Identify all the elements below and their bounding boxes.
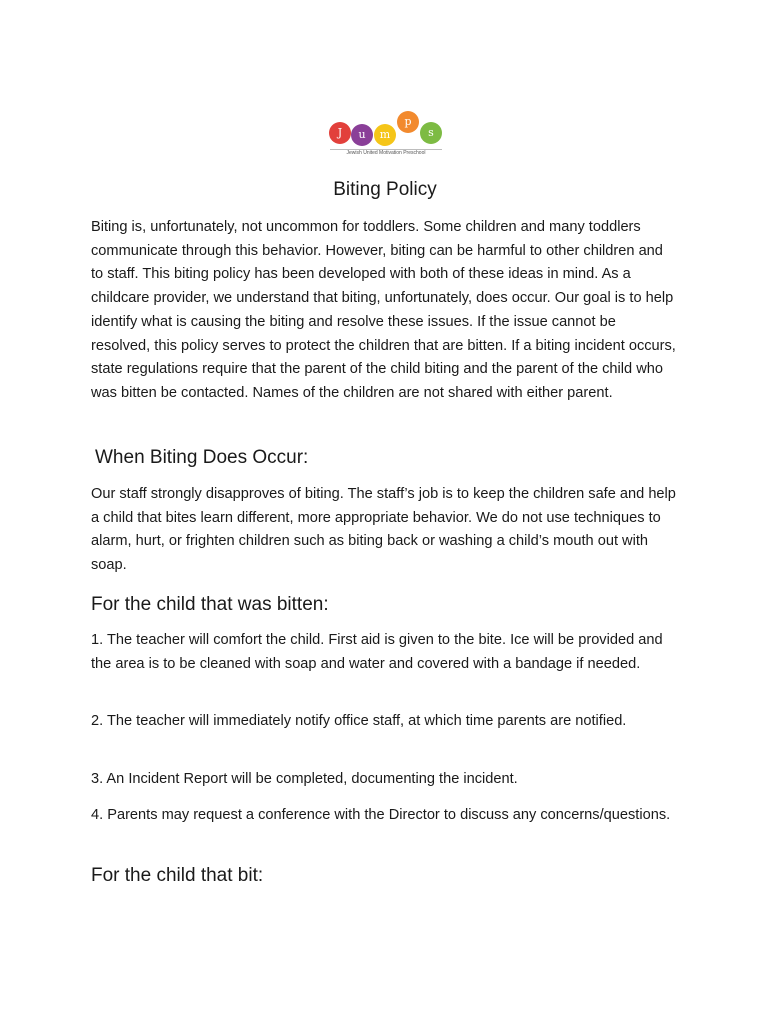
page-title: Biting Policy (333, 179, 437, 200)
list-item: 2. The teacher will immediately notify office staff, at which time parents are notified. (91, 713, 627, 729)
section-body-when-biting: Our staff strongly disapproves of biting. The staff’s job is to keep the children safe and help a child that bites learn different, more appropriate behavior. We do not use techniques to alarm, hurt, or frighten children such as biting back or washing a child’s mouth out with soap. (91, 486, 676, 574)
list-item: 4. Parents may request a conference with the Director to discuss any concerns/questions. (91, 807, 671, 823)
section-heading-child-bitten: For the child that was bitten: (91, 594, 329, 615)
section-heading-when-biting: When Biting Does Occur: (95, 447, 309, 468)
logo-letter-m: m (374, 124, 396, 146)
logo-letter-j: J (329, 122, 351, 144)
section-heading-child-bit: For the child that bit: (91, 865, 264, 886)
logo-letter-p: p (397, 111, 419, 133)
logo-letter-s: s (420, 122, 442, 144)
list-item: 1. The teacher will comfort the child. First aid is given to the bite. Ice will be provided and the area is to be cleaned with soap and water and covered with a bandage if needed. (91, 632, 663, 672)
intro-paragraph: Biting is, unfortunately, not uncommon for toddlers. Some children and many toddlers communicate through this behavior. However, biting can be harmful to other children and to staff. This biting policy has been developed with both of these ideas in mind. As a childcare provider, we understand that biting, unfortunately, does occur. Our goal is to help identify what is causing the biting and resolve these issues. If the issue cannot be resolved, this policy serves to protect the children that are bitten. If a biting incident occurs, state regulations require that the parent of the child biting and the parent of the child who was bitten be contacted. Names of the children are not shared with either parent. (91, 219, 676, 401)
list-item: 3. An Incident Report will be completed, documenting the incident. (91, 771, 518, 787)
logo-letter-u: u (351, 124, 373, 146)
jumps-logo (326, 108, 446, 158)
logo-tagline: Jewish United Motivation Preschool (346, 150, 426, 156)
